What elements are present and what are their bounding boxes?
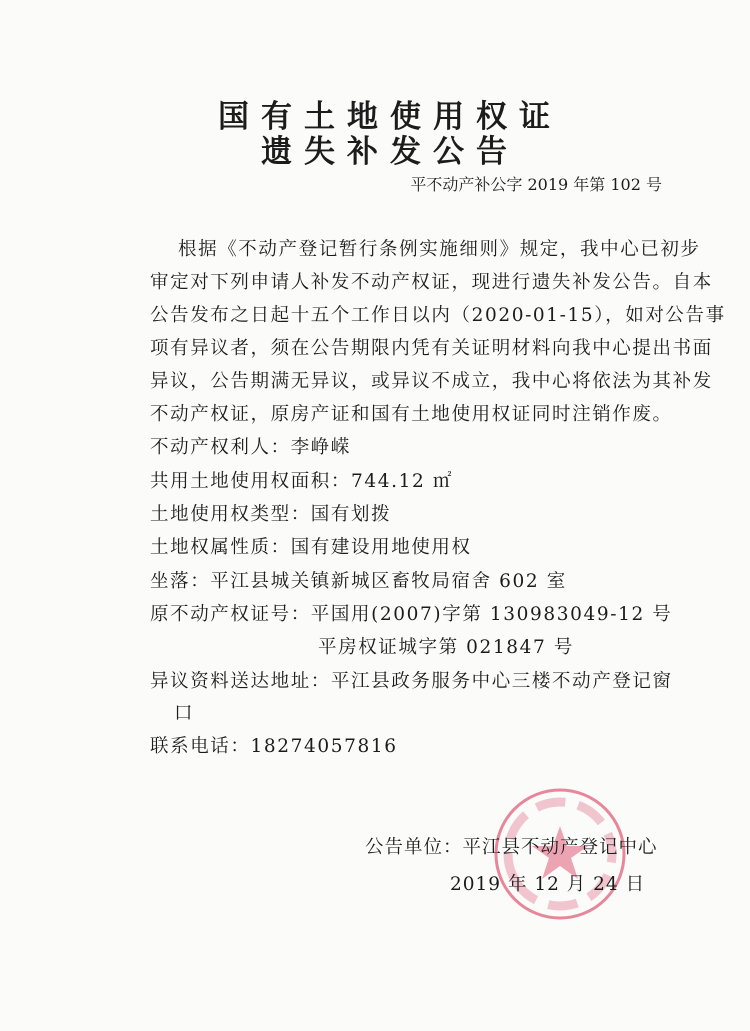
body-line: 根据《不动产登记暂行条例实施细则》规定，我中心已初步 bbox=[178, 239, 701, 260]
title-line-1: 国有土地使用权证 bbox=[218, 99, 562, 135]
document-number: 平不动产补公字 2019 年第 102 号 bbox=[410, 175, 662, 194]
field-land-nature: 土地权属性质：国有建设用地使用权 bbox=[150, 537, 472, 558]
title-line-2: 遗失补发公告 bbox=[261, 134, 519, 170]
body-line: 项有异议者，须在公告期限内凭有关证明材料向我中心提出书面 bbox=[150, 338, 713, 359]
body-line: 不动产权证，原房产证和国有土地使用权证同时注销作废。 bbox=[150, 404, 673, 425]
field-orig-cert-2: 平房权证城字第 021847 号 bbox=[318, 637, 574, 658]
signature-date: 2019 年 12 月 24 日 bbox=[450, 874, 646, 895]
field-land-type: 土地使用权类型：国有划拨 bbox=[150, 504, 392, 525]
body-line: 公告发布之日起十五个工作日以内（2020-01-15），如对公告事 bbox=[150, 305, 726, 326]
field-area: 共用土地使用权面积：744.12 ㎡ bbox=[150, 471, 453, 492]
signature-unit: 公告单位：平江县不动产登记中心 bbox=[365, 837, 658, 858]
field-owner: 不动产权利人：李峥嵘 bbox=[150, 437, 352, 458]
field-orig-cert-1: 原不动产权证号：平国用(2007)字第 130983049-12 号 bbox=[150, 604, 673, 625]
body-line: 审定对下列申请人补发不动产权证，现进行遗失补发公告。自本 bbox=[150, 272, 713, 293]
field-phone: 联系电话：18274057816 bbox=[150, 736, 398, 757]
body-line: 异议，公告期满无异议，或异议不成立，我中心将依法为其补发 bbox=[150, 371, 713, 392]
field-location: 坐落：平江县城关镇新城区畜牧局宿舍 602 室 bbox=[150, 571, 567, 592]
field-objection-address-cont: 口 bbox=[174, 703, 195, 724]
field-objection-address: 异议资料送达地址：平江县政务服务中心三楼不动产登记窗 bbox=[150, 671, 673, 692]
